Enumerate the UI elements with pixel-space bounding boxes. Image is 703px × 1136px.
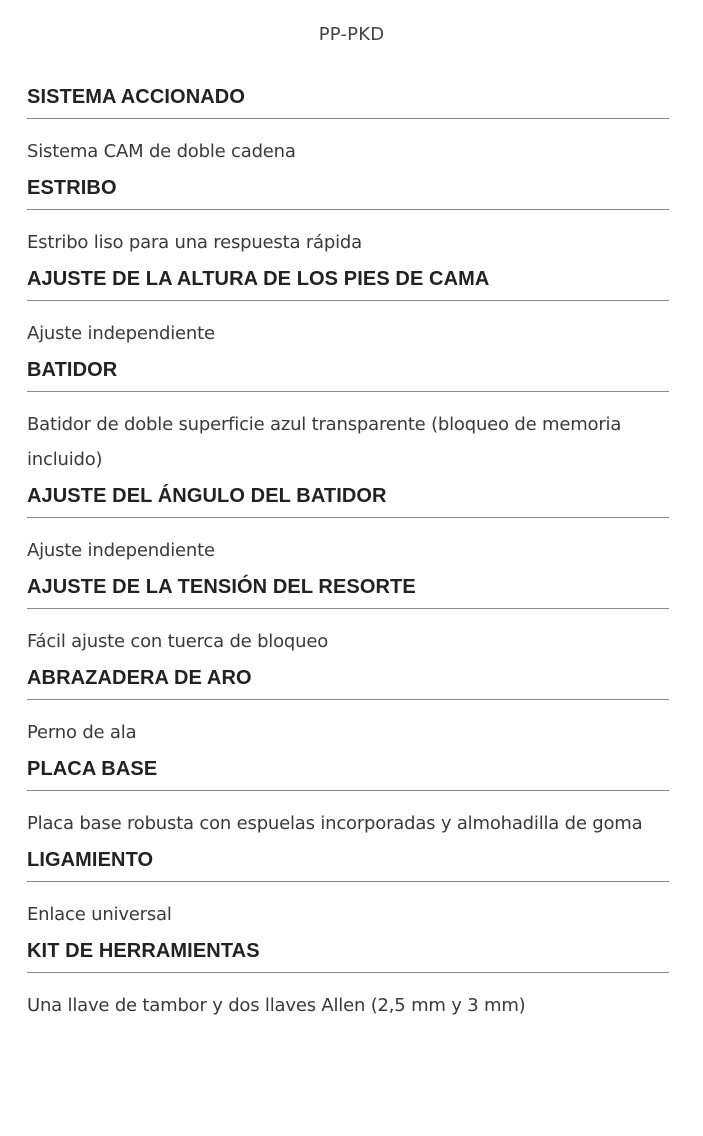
spec-heading: LIGAMIENTO [27, 847, 669, 882]
spec-item-batidor [27, 357, 669, 483]
spec-value: Fácil ajuste con tuerca de bloqueo [27, 631, 329, 652]
spec-heading: AJUSTE DE LA ALTURA DE LOS PIES DE CAMA [27, 266, 669, 301]
spec-value: Estribo liso para una respuesta rápida [27, 232, 362, 253]
spec-item-ligamiento [27, 847, 669, 938]
spec-value: Una llave de tambor y dos llaves Allen (2,5 mm y 3 mm) [27, 995, 526, 1016]
spec-item-ajuste-tension-resorte [27, 574, 669, 665]
spec-item-placa-base [27, 756, 669, 847]
spec-value: Batidor de doble superficie azul transparente (bloqueo de memoria incluido) [27, 414, 622, 470]
spec-item-sistema-accionado [27, 84, 669, 175]
spec-value: Enlace universal [27, 904, 172, 925]
spec-value: Placa base robusta con espuelas incorporadas y almohadilla de goma [27, 813, 643, 834]
spec-heading: SISTEMA ACCIONADO [27, 84, 669, 119]
spec-value: Ajuste independiente [27, 540, 215, 561]
spec-heading: PLACA BASE [27, 756, 669, 791]
spec-heading: AJUSTE DE LA TENSIÓN DEL RESORTE [27, 574, 669, 609]
spec-item-estribo [27, 175, 669, 266]
spec-item-kit-herramientas [27, 938, 669, 1029]
spec-heading: AJUSTE DEL ÁNGULO DEL BATIDOR [27, 483, 669, 518]
spec-list [27, 84, 669, 1029]
spec-value: Sistema CAM de doble cadena [27, 141, 296, 162]
spec-value: Perno de ala [27, 722, 137, 743]
page-title: PP-PKD [318, 24, 385, 45]
spec-heading: KIT DE HERRAMIENTAS [27, 938, 669, 973]
spec-item-abrazadera-aro [27, 665, 669, 756]
spec-heading: ESTRIBO [27, 175, 669, 210]
spec-heading: ABRAZADERA DE ARO [27, 665, 669, 700]
spec-item-ajuste-angulo-batidor [27, 483, 669, 574]
spec-heading: BATIDOR [27, 357, 669, 392]
spec-item-ajuste-altura-pies [27, 266, 669, 357]
spec-value: Ajuste independiente [27, 323, 215, 344]
